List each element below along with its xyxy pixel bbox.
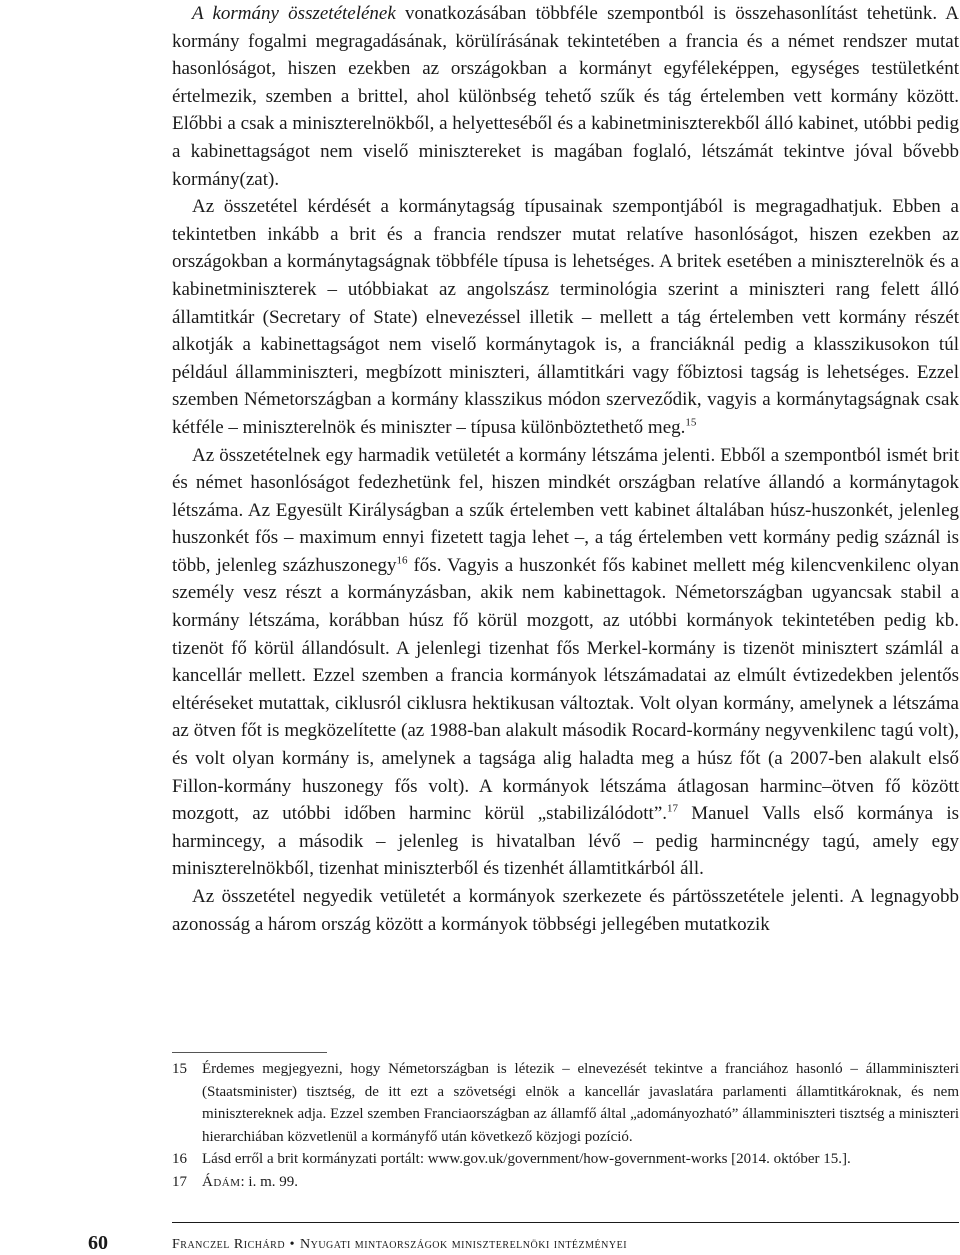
footnote-ref-17[interactable]: 17 [667, 802, 679, 815]
footnote-item [172, 1148, 959, 1171]
footnote-item [172, 1058, 959, 1148]
footnote-text: Érdemes megjegyezni, hogy Németországban is létezik – elnevezését tekintve a franciához hasonló – államminiszteri (Staatsminister) tisztség, de itt ezt a szövetségi elnök a kancellár javaslatára parlamenti államtitkároknak, és nem minisztereknek adja. Ezzel szemben Franciaországban az államfő által „adományozható” államminiszteri tisztség a miniszteri hierarchiában közvetlenül a kormányfő után következő közjogi pozíció. [202, 1061, 959, 1145]
page-number: 60 [88, 1232, 108, 1254]
paragraph-3-text-b: fős. Vagyis a huszonkét fős kabinet mellett még kilencvenkilenc olyan személy vesz részt a kormányzásban, akik nem kabinettagok. Németországban ugyancsak stabil a kormány létszáma, korábban húsz fő körül mozgott, az utóbbi kormányok tekintetében pedig kb. tizenöt fő körül állandósult. A jelenlegi tizenhat fős Merkel-kormány is tizenöt minisztert számlál a kancellár mellett. Ezzel szemben a francia kormányok létszámadatai az elmúlt évtizedekben jelentős eltéréseket mutattak, ciklusról ciklusra hektikusan változtak. Volt olyan kormány, amelynek a létszáma az ötven főt is megközelítette (az 1988-ban alakult második Rocard-kormány negyvenkilenc tagú volt), és volt olyan kormány is, amelynek a tagsága alig haladta meg a húsz főt (a 2007-ben alakult első Fillon-kormány huszonegy fős volt). A kormányok létszáma átlagosan harminc–ötven fő között mozgott, az utóbbi időben harminc körül „stabilizálódott”. [172, 554, 959, 825]
paragraph-2-text: Az összetétel kérdését a kormánytagság típusainak szempontjából is megragadhatjuk. Ebben a tekintetben inkább a brit és a francia rendszer mutat relatíve hasonlóságot, hiszen ezekben az országokban a kormánytagságnak többféle típusa is lehetséges. A britek esetében a miniszterelnök és a kabinetminiszterek – utóbbiakat az angolszász terminológia szerint a miniszteri rang felett álló államtitkár (Secretary of State) elnevezéssel illetik – mellett a tág értelemben vett kormány részét alkotják a kabinettagságot nem viselő kormánytagok is, a franciáknál pedig a klasszikusokon túl például államminiszteri, megbízott miniszteri, államtitkári vagy főbiztosi tagság is lehetséges. Ezzel szemben Németországban a kormány klasszikus módon szerveződik, vagyis a kormánytagságnak csak kétféle – miniszterelnök és miniszter – típusa különböztethető meg. [172, 196, 959, 438]
paragraph-1 [172, 0, 959, 193]
footnote-text-wrap [202, 1171, 959, 1194]
footnote-author: Ádám [202, 1173, 241, 1190]
footer-bullet: • [289, 1237, 296, 1252]
footnote-divider [172, 1052, 327, 1053]
paragraph-4 [172, 883, 959, 938]
footnote-number: 17 [172, 1173, 187, 1190]
paragraph-4-text: Az összetétel negyedik vetületét a kormányok szerkezete és pártösszetétele jelenti. A legnagyobb azonosság a három ország között a kormányok többségi jellegében mutatkozik [172, 886, 959, 935]
running-footer [172, 1237, 627, 1253]
paragraph-3-text-c: Manuel Valls első kormánya is harmincegy, a második – jelenleg is hivatalban lévő – pedig harmincnégy tagú, amely egy miniszterelnökből, tizenhat miniszterből és tizenhét államtitkárból áll. [172, 803, 959, 880]
footnote-item [172, 1171, 959, 1194]
footer-author: Franczel Richárd [172, 1237, 286, 1252]
footnote-number: 15 [172, 1061, 187, 1077]
page-body [172, 0, 959, 938]
footnote-text: Lásd erről a brit kormányzati portált: www.gov.uk/government/how-government-works [2014. október 15.]. [202, 1151, 851, 1167]
paragraph-2 [172, 193, 959, 441]
footnote-ref-15[interactable]: 15 [685, 416, 697, 429]
footnote-text: : i. m. 99. [240, 1173, 299, 1190]
paragraph-3 [172, 442, 959, 884]
paragraph-1-text: vonatkozásában többféle szempontból is összehasonlítást tehetünk. A kormány fogalmi megragadásának, körülírásának tekintetében a francia és a német rendszer mutat hasonlóságot, hiszen ezekben az országokban a kormányt egyféleképpen, egységes testületként értelmezik, szemben a brittel, ahol különbség tehető szűk és tág értelemben vett kormány között. Előbbi a csak a miniszterelnökből, a helyetteséből és a kabinetminiszterekből álló kabinet, utóbbi pedig a kabinettagságot nem viselő minisztereket is magában foglaló, létszámát tekintve jóval bővebb kormány(zat). [172, 3, 959, 190]
paragraph-3-text-a: Az összetételnek egy harmadik vetületét a kormány létszáma jelenti. Ebből a szempontból ismét brit és német hasonlóságot fedezhetünk fel, hiszen mindkét országban relatíve állandó a kormánytagok létszáma. Az Egyesült Királyságban a szűk értelemben vett kabinet általában húsz-huszonkét, jelenleg huszonkét fős – maximum ennyi fizetett tagja lehet –, a tág értelemben vett kormány pedig száznál is több, jelenleg százhuszonegy [172, 444, 959, 576]
footnote-ref-16[interactable]: 16 [396, 554, 408, 567]
footer-rule [172, 1222, 959, 1223]
footnotes [172, 1058, 959, 1193]
body-text [172, 0, 959, 938]
footer-title: Nyugati mintaországok miniszterelnöki intézményei [299, 1237, 628, 1252]
emphasis-term: A kormány összetételének [192, 3, 396, 24]
footnote-number: 16 [172, 1151, 187, 1167]
